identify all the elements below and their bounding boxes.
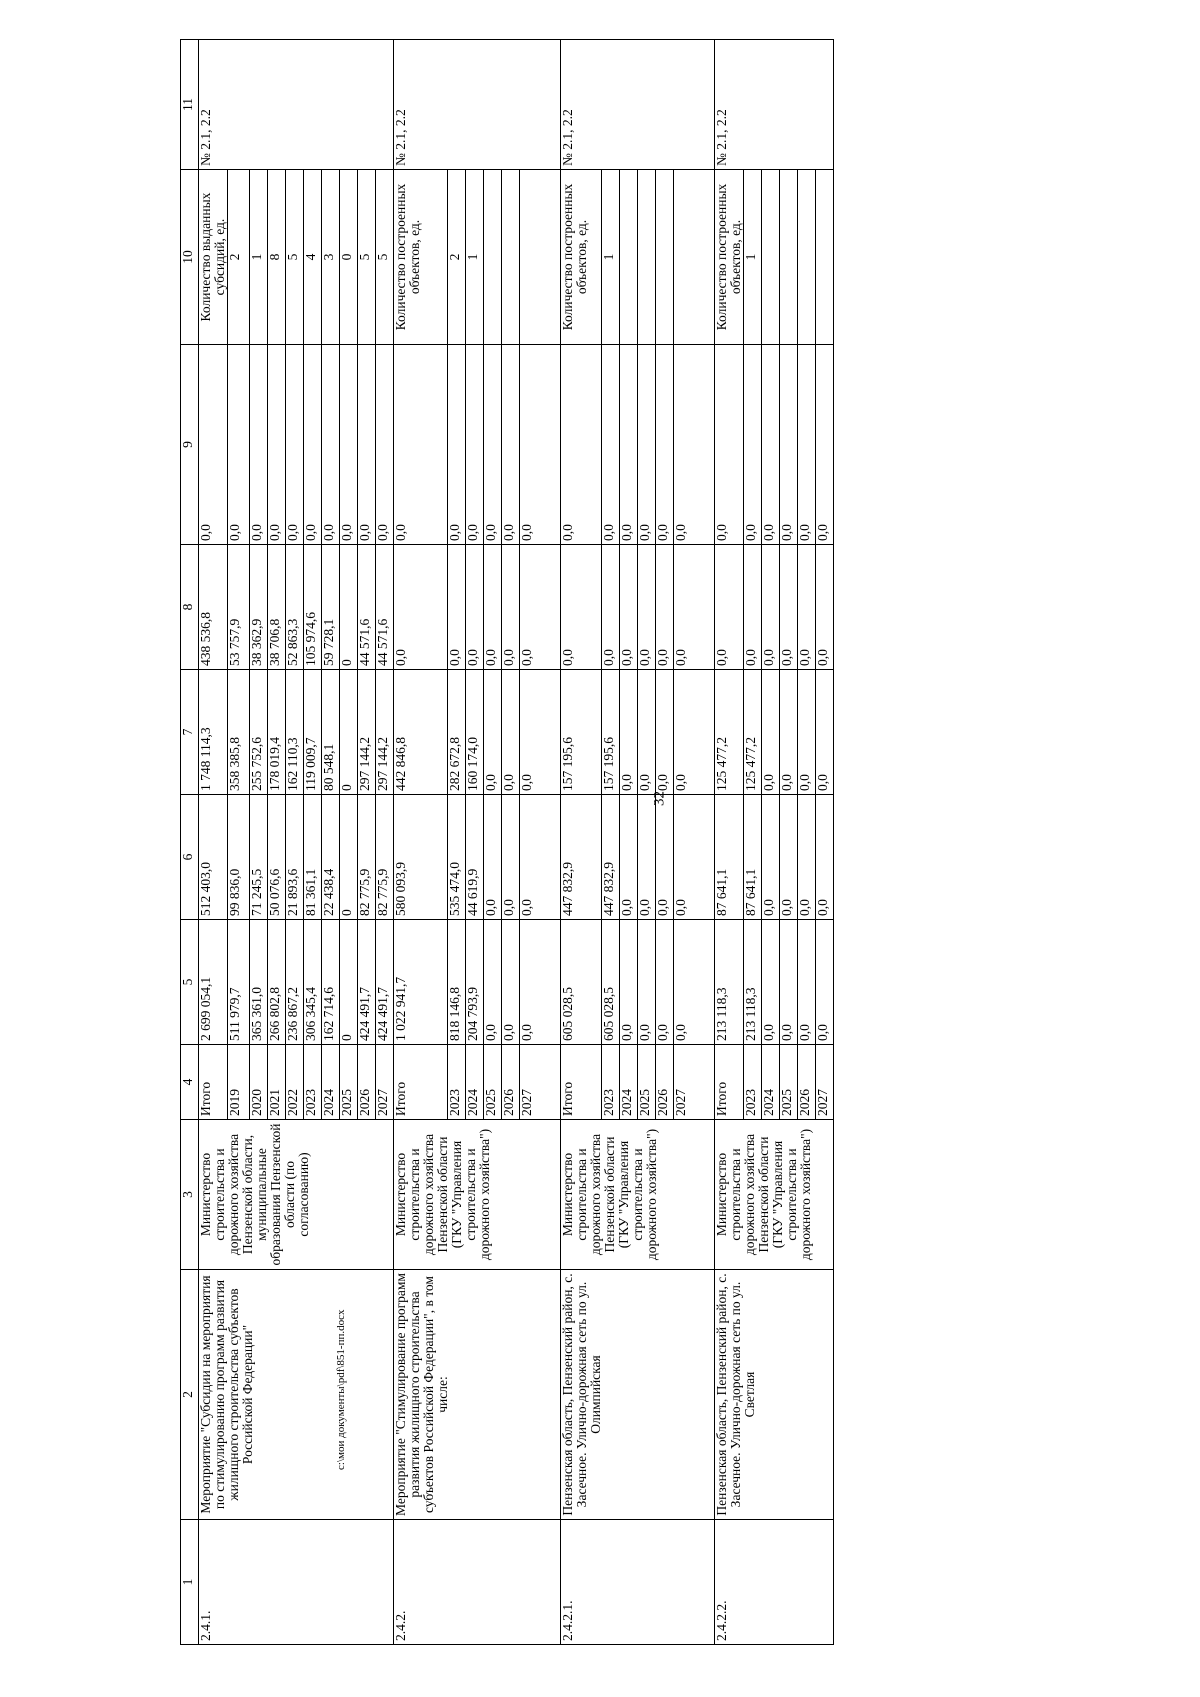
amount-cell: 0,0 bbox=[674, 345, 715, 545]
year-cell: 2023 bbox=[744, 1045, 762, 1120]
amount-cell: 0,0 bbox=[502, 545, 520, 670]
col-num-1: 1 bbox=[181, 1520, 199, 1645]
indicator-ref: № 2.1, 2.2 bbox=[715, 40, 834, 170]
col-num-11: 11 bbox=[181, 40, 199, 170]
amount-cell: 50 076,6 bbox=[268, 795, 286, 920]
indicator-value: 1 bbox=[466, 170, 484, 345]
amount-cell: 0,0 bbox=[199, 345, 228, 545]
amount-cell: 0,0 bbox=[484, 920, 502, 1045]
amount-cell: 605 028,5 bbox=[561, 920, 602, 1045]
amount-cell: 119 009,7 bbox=[304, 670, 322, 795]
amount-cell: 0,0 bbox=[638, 795, 656, 920]
measure-name: Пензенская область, Пензенский район, с. Засечное. Улично-дорожная сеть по ул. Светлая bbox=[715, 1270, 834, 1520]
indicator-value bbox=[620, 170, 638, 345]
amount-cell: 424 491,7 bbox=[358, 920, 376, 1045]
executor: Министерство строительства и дорожного хозяйства Пензенской области (ГКУ "Управления строительства и дорожного хозяйства") bbox=[394, 1120, 561, 1270]
amount-cell: 204 793,9 bbox=[466, 920, 484, 1045]
indicator-value: 1 bbox=[602, 170, 620, 345]
amount-cell: 365 361,0 bbox=[250, 920, 268, 1045]
amount-cell: 0,0 bbox=[502, 795, 520, 920]
amount-cell: 358 385,8 bbox=[228, 670, 250, 795]
amount-cell: 0,0 bbox=[638, 345, 656, 545]
amount-cell: 0,0 bbox=[780, 920, 798, 1045]
amount-cell: 0,0 bbox=[286, 345, 304, 545]
year-cell: 2023 bbox=[602, 1045, 620, 1120]
amount-cell: 0,0 bbox=[561, 345, 602, 545]
amount-cell: 0,0 bbox=[762, 545, 780, 670]
amount-cell: 0,0 bbox=[816, 545, 834, 670]
amount-cell: 0,0 bbox=[394, 345, 448, 545]
indicator-value: 5 bbox=[358, 170, 376, 345]
amount-cell: 52 863,3 bbox=[286, 545, 304, 670]
amount-cell: 44 571,6 bbox=[376, 545, 394, 670]
col-num-7: 7 bbox=[181, 670, 199, 795]
amount-cell: 0,0 bbox=[780, 795, 798, 920]
amount-cell: 0,0 bbox=[798, 920, 816, 1045]
year-cell: 2027 bbox=[674, 1045, 715, 1120]
amount-cell: 44 571,6 bbox=[358, 545, 376, 670]
amount-cell: 580 093,9 bbox=[394, 795, 448, 920]
amount-cell: 0,0 bbox=[816, 670, 834, 795]
amount-cell: 157 195,6 bbox=[561, 670, 602, 795]
col-num-2: 2 bbox=[181, 1270, 199, 1520]
executor: Министерство строительства и дорожного хозяйства Пензенской области, муниципальные образования Пензенской области (по согласованию) bbox=[199, 1120, 394, 1270]
indicator-value: 5 bbox=[376, 170, 394, 345]
amount-cell: 0 bbox=[340, 670, 358, 795]
indicator-value bbox=[638, 170, 656, 345]
amount-cell: 99 836,0 bbox=[228, 795, 250, 920]
amount-cell: 38 362,9 bbox=[250, 545, 268, 670]
amount-cell: 255 752,6 bbox=[250, 670, 268, 795]
amount-cell: 1 022 941,7 bbox=[394, 920, 448, 1045]
year-cell: 2025 bbox=[638, 1045, 656, 1120]
amount-cell: 0,0 bbox=[674, 545, 715, 670]
col-num-9: 9 bbox=[181, 345, 199, 545]
amount-cell: 81 361,1 bbox=[304, 795, 322, 920]
amount-cell: 0,0 bbox=[268, 345, 286, 545]
amount-cell: 0 bbox=[340, 920, 358, 1045]
amount-cell: 125 477,2 bbox=[715, 670, 744, 795]
year-cell: Итого bbox=[394, 1045, 448, 1120]
amount-cell: 0,0 bbox=[798, 795, 816, 920]
amount-cell: 0,0 bbox=[620, 795, 638, 920]
year-cell: 2025 bbox=[484, 1045, 502, 1120]
amount-cell: 297 144,2 bbox=[358, 670, 376, 795]
executor: Министерство строительства и дорожного хозяйства Пензенской области (ГКУ "Управления строительства и дорожного хозяйства") bbox=[561, 1120, 715, 1270]
amount-cell: 157 195,6 bbox=[602, 670, 620, 795]
row-number: 2.4.1. bbox=[199, 1520, 394, 1645]
amount-cell: 0,0 bbox=[520, 545, 561, 670]
amount-cell: 0 bbox=[340, 545, 358, 670]
indicator-value: 4 bbox=[304, 170, 322, 345]
amount-cell: 266 802,8 bbox=[268, 920, 286, 1045]
amount-cell: 0,0 bbox=[304, 345, 322, 545]
amount-cell: 213 118,3 bbox=[744, 920, 762, 1045]
col-num-6: 6 bbox=[181, 795, 199, 920]
indicator-value: 2 bbox=[448, 170, 466, 345]
amount-cell: 0,0 bbox=[638, 920, 656, 1045]
amount-cell: 0,0 bbox=[250, 345, 268, 545]
col-num-10: 10 bbox=[181, 170, 199, 345]
amount-cell: 0,0 bbox=[798, 670, 816, 795]
amount-cell: 0,0 bbox=[656, 345, 674, 545]
amount-cell: 87 641,1 bbox=[715, 795, 744, 920]
amount-cell: 0,0 bbox=[448, 545, 466, 670]
amount-cell: 0,0 bbox=[715, 345, 744, 545]
amount-cell: 0,0 bbox=[322, 345, 340, 545]
amount-cell: 0,0 bbox=[520, 670, 561, 795]
indicator-name: Количество построенных объектов, ед. bbox=[394, 170, 448, 345]
table-body bbox=[199, 40, 834, 1645]
year-cell: 2026 bbox=[798, 1045, 816, 1120]
year-cell: 2026 bbox=[358, 1045, 376, 1120]
amount-cell: 0,0 bbox=[520, 795, 561, 920]
indicator-value: 8 bbox=[268, 170, 286, 345]
amount-cell: 0,0 bbox=[448, 345, 466, 545]
indicator-value bbox=[484, 170, 502, 345]
amount-cell: 447 832,9 bbox=[602, 795, 620, 920]
amount-cell: 0 bbox=[340, 795, 358, 920]
footer-file-path: c:\мои документы\pdf\851-пп.docx bbox=[335, 1309, 347, 1470]
amount-cell: 160 174,0 bbox=[466, 670, 484, 795]
amount-cell: 0,0 bbox=[484, 345, 502, 545]
amount-cell: 0,0 bbox=[816, 920, 834, 1045]
amount-cell: 162 714,6 bbox=[322, 920, 340, 1045]
amount-cell: 0,0 bbox=[502, 920, 520, 1045]
amount-cell: 0,0 bbox=[602, 545, 620, 670]
indicator-value: 1 bbox=[744, 170, 762, 345]
footer bbox=[335, 1309, 355, 1490]
indicator-value bbox=[674, 170, 715, 345]
year-cell: 2024 bbox=[762, 1045, 780, 1120]
year-cell: Итого bbox=[715, 1045, 744, 1120]
year-cell: 2024 bbox=[466, 1045, 484, 1120]
amount-cell: 282 672,8 bbox=[448, 670, 466, 795]
year-cell: 2019 bbox=[228, 1045, 250, 1120]
amount-cell: 82 775,9 bbox=[376, 795, 394, 920]
amount-cell: 21 893,6 bbox=[286, 795, 304, 920]
amount-cell: 0,0 bbox=[620, 345, 638, 545]
indicator-value: 5 bbox=[286, 170, 304, 345]
indicator-value: 2 bbox=[228, 170, 250, 345]
indicator-name: Количество выданных субсидий, ед. bbox=[199, 170, 228, 345]
col-num-5: 5 bbox=[181, 920, 199, 1045]
amount-cell: 0,0 bbox=[816, 795, 834, 920]
amount-cell: 535 474,0 bbox=[448, 795, 466, 920]
measure-name: Пензенская область, Пензенский район, с. Засечное. Улично-дорожная сеть по ул. Олимпийская bbox=[561, 1270, 715, 1520]
program-table bbox=[180, 39, 834, 1645]
amount-cell: 125 477,2 bbox=[744, 670, 762, 795]
amount-cell: 0,0 bbox=[762, 670, 780, 795]
amount-cell: 0,0 bbox=[780, 345, 798, 545]
table-row bbox=[394, 40, 448, 1645]
year-cell: 2027 bbox=[816, 1045, 834, 1120]
amount-cell: 0,0 bbox=[620, 545, 638, 670]
year-cell: 2021 bbox=[268, 1045, 286, 1120]
amount-cell: 0,0 bbox=[502, 345, 520, 545]
year-cell: 2027 bbox=[520, 1045, 561, 1120]
amount-cell: 87 641,1 bbox=[744, 795, 762, 920]
amount-cell: 605 028,5 bbox=[602, 920, 620, 1045]
amount-cell: 0,0 bbox=[638, 545, 656, 670]
year-cell: 2023 bbox=[448, 1045, 466, 1120]
amount-cell: 105 974,6 bbox=[304, 545, 322, 670]
year-cell: 2024 bbox=[322, 1045, 340, 1120]
amount-cell: 0,0 bbox=[620, 920, 638, 1045]
amount-cell: 442 846,8 bbox=[394, 670, 448, 795]
table-row bbox=[715, 40, 744, 1645]
indicator-value: 0 bbox=[340, 170, 358, 345]
amount-cell: 53 757,9 bbox=[228, 545, 250, 670]
indicator-value bbox=[520, 170, 561, 345]
amount-cell: 0,0 bbox=[484, 670, 502, 795]
indicator-ref: № 2.1, 2.2 bbox=[561, 40, 715, 170]
amount-cell: 297 144,2 bbox=[376, 670, 394, 795]
amount-cell: 447 832,9 bbox=[561, 795, 602, 920]
indicator-value bbox=[780, 170, 798, 345]
amount-cell: 306 345,4 bbox=[304, 920, 322, 1045]
amount-cell: 0,0 bbox=[656, 920, 674, 1045]
indicator-ref: № 2.1, 2.2 bbox=[394, 40, 561, 170]
amount-cell: 0,0 bbox=[394, 545, 448, 670]
year-cell: 2025 bbox=[780, 1045, 798, 1120]
year-cell: 2023 bbox=[304, 1045, 322, 1120]
amount-cell: 0,0 bbox=[602, 345, 620, 545]
year-cell: 2024 bbox=[620, 1045, 638, 1120]
amount-cell: 0,0 bbox=[674, 795, 715, 920]
amount-cell: 0,0 bbox=[376, 345, 394, 545]
col-num-4: 4 bbox=[181, 1045, 199, 1120]
amount-cell: 0,0 bbox=[780, 670, 798, 795]
amount-cell: 0,0 bbox=[520, 920, 561, 1045]
indicator-value bbox=[816, 170, 834, 345]
amount-cell: 0,0 bbox=[798, 345, 816, 545]
amount-cell: 0,0 bbox=[656, 670, 674, 795]
amount-cell: 80 548,1 bbox=[322, 670, 340, 795]
indicator-value bbox=[798, 170, 816, 345]
amount-cell: 22 438,4 bbox=[322, 795, 340, 920]
amount-cell: 178 019,4 bbox=[268, 670, 286, 795]
amount-cell: 0,0 bbox=[715, 545, 744, 670]
amount-cell: 0,0 bbox=[674, 670, 715, 795]
amount-cell: 0,0 bbox=[780, 545, 798, 670]
page-number: 32 bbox=[651, 791, 668, 806]
measure-name: Мероприятие "Стимулирование программ развития жилищного строительства субъектов Российской Федерации", в том числе: bbox=[394, 1270, 561, 1520]
amount-cell: 0,0 bbox=[561, 545, 602, 670]
amount-cell: 0,0 bbox=[466, 545, 484, 670]
column-number-row bbox=[181, 40, 199, 1645]
amount-cell: 0,0 bbox=[816, 345, 834, 545]
amount-cell: 2 699 054,1 bbox=[199, 920, 228, 1045]
amount-cell: 0,0 bbox=[656, 795, 674, 920]
amount-cell: 1 748 114,3 bbox=[199, 670, 228, 795]
amount-cell: 0,0 bbox=[520, 345, 561, 545]
amount-cell: 236 867,2 bbox=[286, 920, 304, 1045]
amount-cell: 438 536,8 bbox=[199, 545, 228, 670]
amount-cell: 0,0 bbox=[762, 920, 780, 1045]
amount-cell: 0,0 bbox=[228, 345, 250, 545]
indicator-ref: № 2.1, 2.2 bbox=[199, 40, 394, 170]
amount-cell: 0,0 bbox=[638, 670, 656, 795]
amount-cell: 0,0 bbox=[358, 345, 376, 545]
amount-cell: 0,0 bbox=[340, 345, 358, 545]
table-row bbox=[561, 40, 602, 1645]
row-number: 2.4.2.2. bbox=[715, 1520, 834, 1645]
amount-cell: 71 245,5 bbox=[250, 795, 268, 920]
year-cell: 2022 bbox=[286, 1045, 304, 1120]
amount-cell: 424 491,7 bbox=[376, 920, 394, 1045]
indicator-value bbox=[762, 170, 780, 345]
amount-cell: 0,0 bbox=[484, 795, 502, 920]
row-number: 2.4.2. bbox=[394, 1520, 561, 1645]
year-cell: Итого bbox=[199, 1045, 228, 1120]
col-num-8: 8 bbox=[181, 545, 199, 670]
year-cell: 2020 bbox=[250, 1045, 268, 1120]
indicator-value: 3 bbox=[322, 170, 340, 345]
amount-cell: 0,0 bbox=[762, 345, 780, 545]
year-cell: 2026 bbox=[502, 1045, 520, 1120]
measure-name: Мероприятие "Субсидии на мероприятия по стимулированию программ развития жилищного строительства субъектов Российской Федерации" bbox=[199, 1270, 394, 1520]
amount-cell: 0,0 bbox=[674, 920, 715, 1045]
row-number: 2.4.2.1. bbox=[561, 1520, 715, 1645]
indicator-value bbox=[656, 170, 674, 345]
rotated-table-wrapper bbox=[180, 40, 1065, 1645]
table-row bbox=[199, 40, 228, 1645]
amount-cell: 213 118,3 bbox=[715, 920, 744, 1045]
amount-cell: 82 775,9 bbox=[358, 795, 376, 920]
amount-cell: 44 619,9 bbox=[466, 795, 484, 920]
amount-cell: 0,0 bbox=[502, 670, 520, 795]
indicator-name: Количество построенных объектов, ед. bbox=[715, 170, 744, 345]
amount-cell: 0,0 bbox=[484, 545, 502, 670]
year-cell: 2026 bbox=[656, 1045, 674, 1120]
year-cell: 2025 bbox=[340, 1045, 358, 1120]
indicator-name: Количество построенных объектов, ед. bbox=[561, 170, 602, 345]
amount-cell: 512 403,0 bbox=[199, 795, 228, 920]
amount-cell: 0,0 bbox=[744, 345, 762, 545]
amount-cell: 0,0 bbox=[744, 545, 762, 670]
amount-cell: 0,0 bbox=[620, 670, 638, 795]
executor: Министерство строительства и дорожного хозяйства Пензенской области (ГКУ "Управления строительства и дорожного хозяйства") bbox=[715, 1120, 834, 1270]
col-num-3: 3 bbox=[181, 1120, 199, 1270]
amount-cell: 0,0 bbox=[762, 795, 780, 920]
amount-cell: 0,0 bbox=[656, 545, 674, 670]
amount-cell: 0,0 bbox=[466, 345, 484, 545]
indicator-value bbox=[502, 170, 520, 345]
amount-cell: 59 728,1 bbox=[322, 545, 340, 670]
year-cell: Итого bbox=[561, 1045, 602, 1120]
amount-cell: 511 979,7 bbox=[228, 920, 250, 1045]
amount-cell: 0,0 bbox=[798, 545, 816, 670]
amount-cell: 162 110,3 bbox=[286, 670, 304, 795]
indicator-value: 1 bbox=[250, 170, 268, 345]
amount-cell: 818 146,8 bbox=[448, 920, 466, 1045]
amount-cell: 38 706,8 bbox=[268, 545, 286, 670]
year-cell: 2027 bbox=[376, 1045, 394, 1120]
